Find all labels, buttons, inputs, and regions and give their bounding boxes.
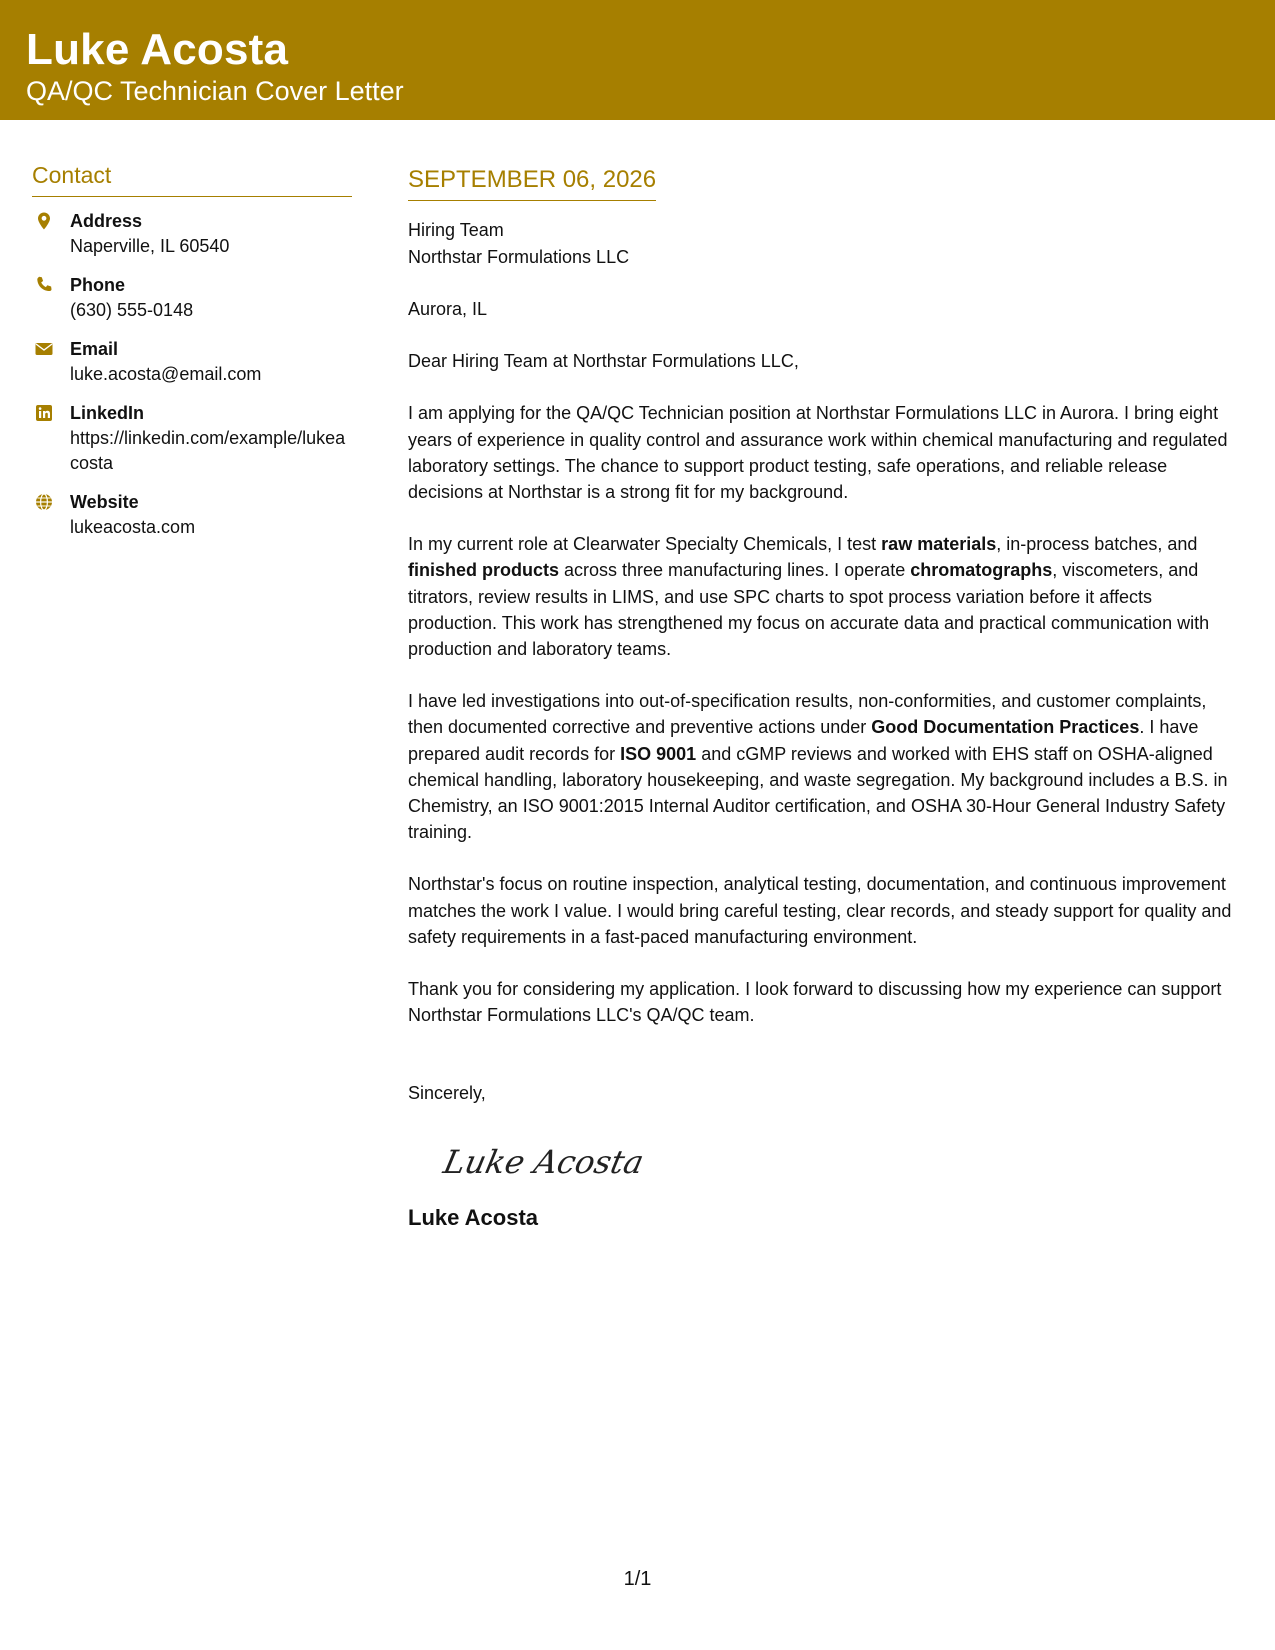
emphasis-text: Good Documentation Practices (871, 717, 1140, 738)
salutation: Dear Hiring Team at Northstar Formulations LLC, (408, 351, 799, 372)
contact-item-email (32, 337, 352, 387)
paragraph-text: . I have prepared audit records for (408, 717, 1199, 764)
paragraph-text: I have led investigations into out-of-specification results, non-conformities, and customer complaints, then documented corrective and preventive actions under (408, 691, 1207, 738)
globe-icon (34, 492, 54, 512)
contact-heading: Contact (32, 160, 352, 197)
contact-label: LinkedIn (70, 403, 145, 423)
contact-item-phone (32, 273, 352, 323)
recipient-location: Aurora, IL (408, 299, 488, 319)
contact-item-website (32, 490, 352, 540)
paragraph-text: , in-process batches, and (996, 534, 1198, 555)
contact-label: Phone (70, 275, 126, 295)
document-subtitle: QA/QC Technician Cover Letter (26, 76, 404, 106)
phone-icon (34, 275, 54, 295)
contact-label: Website (70, 492, 139, 512)
applicant-name: Luke Acosta (26, 25, 289, 74)
paragraph-text: across three manufacturing lines. I operate (559, 560, 911, 581)
letter-body (408, 164, 1243, 1231)
contact-value: Naperville, IL 60540 (70, 236, 230, 256)
paragraph-text: , viscometers, and titrators, review results in LIMS, and use SPC charts to spot process variation before it affects production. This work has strengthened my focus on accurate data and practical communication with production and laboratory teams. (408, 560, 1210, 660)
linkedin-icon (34, 403, 54, 423)
map-pin-icon (34, 211, 54, 231)
paragraph-experience (408, 531, 1243, 662)
paragraph-intro: I am applying for the QA/QC Technician position at Northstar Formulations LLC in Aurora. I bring eight years of experience in quality control and assurance work within chemical manufacturing and regulated laboratory settings. The chance to support product testing, safe operations, and reliable release decisions at Northstar is a strong fit for my background. (408, 403, 1228, 503)
contact-item-address (32, 209, 352, 259)
page-number: 1/1 (623, 1568, 652, 1590)
contact-item-linkedin (32, 401, 352, 476)
svg-text:Luke Acosta: Luke Acosta (440, 1143, 648, 1181)
header-banner (0, 0, 1275, 120)
signer-name: Luke Acosta (408, 1204, 539, 1230)
handwritten-signature (440, 1135, 1243, 1189)
recipient-company: Northstar Formulations LLC (408, 246, 630, 267)
recipient-name: Hiring Team (408, 220, 504, 240)
emphasis-text: finished products (408, 560, 560, 581)
contact-label: Address (70, 211, 143, 231)
recipient-block (408, 217, 1243, 270)
contact-list (32, 209, 352, 540)
letter-date: SEPTEMBER 06, 2026 (408, 164, 656, 201)
paragraph-closing: Thank you for considering my application. I look forward to discussing how my experience can support Northstar Formulations LLC's QA/QC team. (408, 979, 1222, 1026)
contact-sidebar (32, 160, 352, 554)
emphasis-text: raw materials (881, 534, 997, 555)
paragraph-fit: Northstar's focus on routine inspection, analytical testing, documentation, and continuous improvement matches the work I value. I would bring careful testing, clear records, and steady support for quality and safety requirements in a fast-paced manufacturing environment. (408, 874, 1232, 947)
contact-label: Email (70, 339, 119, 359)
contact-value: (630) 555-0148 (70, 300, 194, 320)
closing-line: Sincerely, (408, 1083, 486, 1104)
paragraph-text: In my current role at Clearwater Specialty Chemicals, I test (408, 534, 882, 555)
contact-value: luke.acosta@email.com (70, 364, 262, 384)
paragraph-investigations (408, 688, 1243, 845)
paragraph-text: and cGMP reviews and worked with EHS staff on OSHA-aligned chemical handling, laboratory housekeeping, and waste segregation. My background includes a B.S. in Chemistry, an ISO 9001:2015 Internal Auditor certification, and OSHA 30-Hour General Industry Safety training. (408, 743, 1228, 843)
contact-value[interactable]: https://linkedin.com/example/lukeacosta (70, 428, 346, 473)
emphasis-text: ISO 9001 (620, 743, 697, 764)
contact-value[interactable]: lukeacosta.com (70, 517, 196, 537)
envelope-icon (34, 339, 54, 359)
emphasis-text: chromatographs (910, 560, 1053, 581)
